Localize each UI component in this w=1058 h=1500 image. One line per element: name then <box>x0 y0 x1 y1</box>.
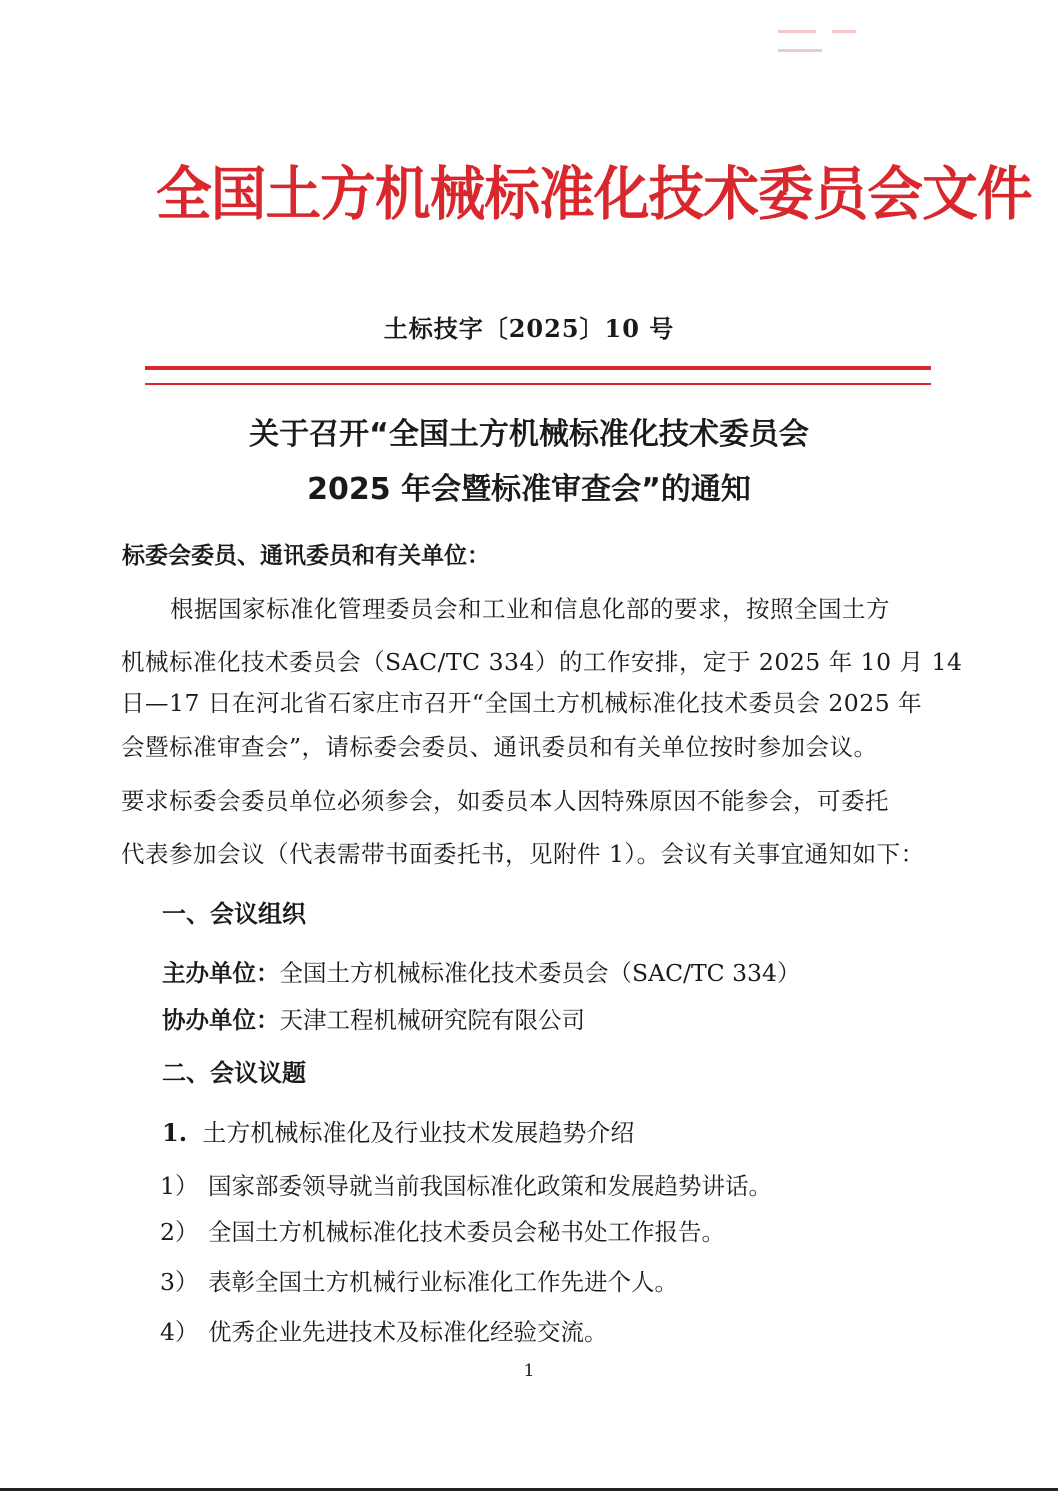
agenda-item-number: 2） <box>160 1218 199 1246</box>
agenda-item-number: 1） <box>160 1172 199 1200</box>
section-heading: 二、会议议题 <box>162 1058 306 1087</box>
scan-bottom-edge <box>0 1488 1058 1491</box>
section-heading: 一、会议组织 <box>162 899 306 928</box>
agenda-subheading-number: 1. <box>162 1118 188 1147</box>
header-rule-thick <box>145 366 931 370</box>
body-line: 代表参加会议（代表需带书面委托书，见附件 1）。会议有关事宜通知如下： <box>121 840 925 868</box>
body-line: 要求标委会委员单位必须参会，如委员本人因特殊原因不能参会，可委托 <box>121 787 889 815</box>
agenda-subheading <box>162 1113 634 1148</box>
body-line: 日—17 日在河北省石家庄市召开“全国土方机械标准化技术委员会 2025 年 <box>121 689 923 717</box>
agenda-item-text: 优秀企业先进技术及标准化经验交流。 <box>208 1318 608 1346</box>
salutation: 标委会委员、通讯委员和有关单位： <box>122 542 490 569</box>
agenda-subheading-text: 土方机械标准化及行业技术发展趋势介绍 <box>202 1119 635 1147</box>
host-label: 主办单位： <box>162 959 280 987</box>
agenda-item <box>160 1167 772 1201</box>
agenda-item-text: 全国土方机械标准化技术委员会秘书处工作报告。 <box>208 1218 725 1246</box>
scan-artifact <box>778 18 928 22</box>
org-header-title: 全国土方机械标准化技术委员会文件 <box>156 160 1032 228</box>
co-label: 协办单位： <box>162 1006 280 1034</box>
agenda-item-text: 表彰全国土方机械行业标准化工作先进个人。 <box>208 1268 678 1296</box>
header-rule-thin <box>145 383 931 385</box>
co-value: 天津工程机械研究院有限公司 <box>279 1006 585 1034</box>
notice-title-line1: 关于召开“全国土方机械标准化技术委员会 <box>249 417 809 452</box>
body-line: 会暨标准审查会”，请标委会委员、通讯委员和有关单位按时参加会议。 <box>121 733 878 761</box>
agenda-item <box>160 1213 725 1247</box>
agenda-item <box>160 1313 608 1347</box>
host-value: 全国土方机械标准化技术委员会（SAC/TC 334） <box>279 959 801 987</box>
notice-title-line2: 2025 年会暨标准审查会”的通知 <box>307 472 751 507</box>
co-organizer <box>162 1001 585 1035</box>
agenda-item-number: 4） <box>160 1318 199 1346</box>
document-number: 土标技字〔2025〕10 号 <box>383 314 675 343</box>
body-line: 根据国家标准化管理委员会和工业和信息化部的要求，按照全国土方 <box>170 595 890 623</box>
host-organizer <box>162 954 800 988</box>
page-number: 1 <box>523 1361 535 1381</box>
agenda-item-number: 3） <box>160 1268 199 1296</box>
agenda-item <box>160 1263 678 1297</box>
agenda-item-text: 国家部委领导就当前我国标准化政策和发展趋势讲话。 <box>208 1172 772 1200</box>
body-line: 机械标准化技术委员会（SAC/TC 334）的工作安排，定于 2025 年 10 月 14 <box>121 648 963 676</box>
